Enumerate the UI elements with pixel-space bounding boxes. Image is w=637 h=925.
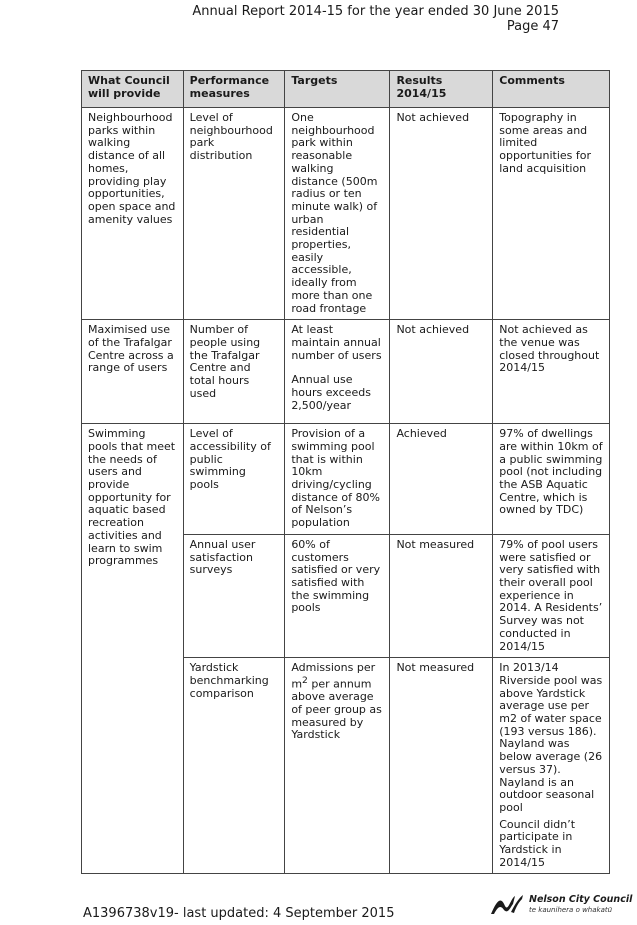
council-logo — [489, 892, 633, 918]
cell-provide: Maximised use of the Trafalgar Centre across a range of users — [82, 320, 184, 424]
cell-result: Not measured — [390, 658, 493, 874]
cell-comment: 97% of dwellings are within 10km of a public swimming pool (not including the ASB Aquatic Centre, which is owned by TDC) — [493, 424, 610, 535]
cell-result: Achieved — [390, 424, 493, 535]
header-provide: What Council will provide — [82, 71, 184, 108]
cell-comment — [493, 658, 610, 874]
target-superscript: 2 — [302, 674, 308, 686]
cell-target: 60% of customers satisfied or very satisfied with the swimming pools — [285, 534, 390, 657]
comment-participation: Council didn’t participate in Yardstick in 2014/15 — [499, 817, 576, 869]
document-reference: A1396738v19- last updated: 4 September 2015 — [83, 906, 395, 921]
header-measures: Performance measures — [183, 71, 285, 108]
header-results: Results 2014/15 — [390, 71, 493, 108]
cell-result: Not achieved — [390, 108, 493, 320]
cell-comment: 79% of pool users were satisfied or very satisfied with their overall pool experience in 2014. A Residents’ Survey was not conducted in 2014/15 — [493, 534, 610, 657]
report-title: Annual Report 2014-15 for the year ended 30 June 2015 — [192, 4, 559, 19]
cell-measure: Number of people using the Trafalgar Centre and total hours used — [183, 320, 285, 424]
performance-table — [81, 70, 610, 874]
cell-provide: Neighbourhood parks within walking distance of all homes, providing play opportunities, open space and amenity values — [82, 108, 184, 320]
page-header — [192, 4, 559, 34]
target-text-post: per annum above average of peer group as measured by Yardstick — [291, 677, 382, 742]
cell-target: Provision of a swimming pool that is within 10km driving/cycling distance of 80% of Nelson’s population — [285, 424, 390, 535]
logo-name: Nelson City Council — [529, 894, 633, 905]
cell-result: Not achieved — [390, 320, 493, 424]
cell-comment: Not achieved as the venue was closed throughout 2014/15 — [493, 320, 610, 424]
table-row — [82, 320, 610, 424]
logo-maori-name: te kaunihera o whakatū — [529, 906, 613, 914]
cell-measure: Level of neighbourhood park distribution — [183, 108, 285, 320]
cell-measure: Annual user satisfaction surveys — [183, 534, 285, 657]
header-comments: Comments — [493, 71, 610, 108]
table-row — [82, 108, 610, 320]
ncc-swoosh-logo-icon — [489, 892, 525, 916]
table-row — [82, 424, 610, 535]
cell-measure: Level of accessibility of public swimming pools — [183, 424, 285, 535]
cell-result: Not measured — [390, 534, 493, 657]
cell-target — [285, 320, 390, 424]
comment-riverside: In 2013/14 Riverside pool was above Yardstick average use per m2 of water space (193 versus 186). Nayland was below average (26 versus 37). Nayland is an outdoor seasonal pool — [499, 661, 603, 814]
page-number: Page 47 — [506, 19, 559, 34]
cell-comment: Topography in some areas and limited opportunities for land acquisition — [493, 108, 610, 320]
cell-target: One neighbourhood park within reasonable walking distance (500m radius or ten minute walk) of urban residential properties, easily accessible, ideally from more than one road frontage — [285, 108, 390, 320]
cell-measure: Yardstick benchmarking comparison — [183, 658, 285, 874]
header-targets: Targets — [285, 71, 390, 108]
target-users: At least maintain annual number of users — [291, 323, 382, 362]
cell-target — [285, 658, 390, 874]
target-hours: Annual use hours exceeds 2,500/year — [291, 373, 371, 412]
cell-provide: Swimming pools that meet the needs of users and provide opportunity for aquatic based recreation activities and learn to swim programmes — [82, 424, 184, 874]
table-header-row — [82, 71, 610, 108]
target-text-pre: Admissions per m — [291, 661, 376, 691]
